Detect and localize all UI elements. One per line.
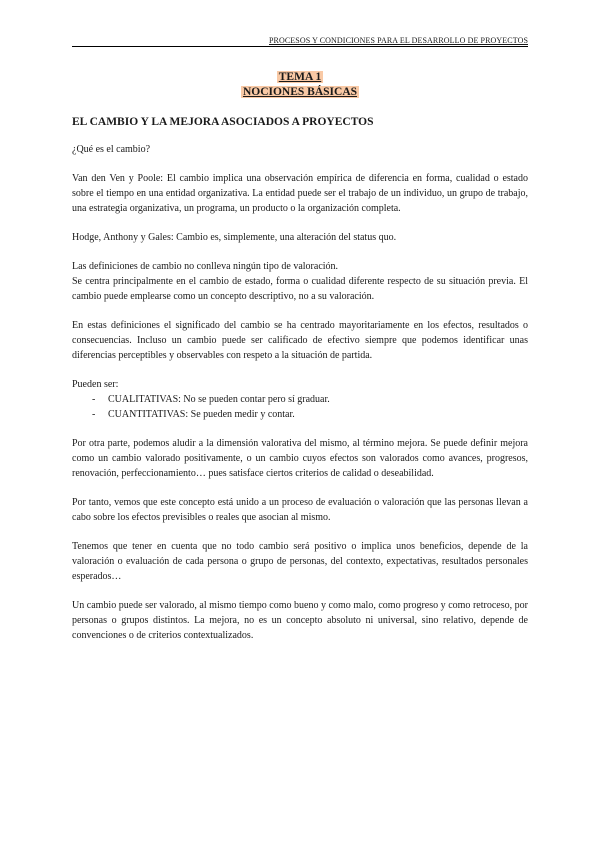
chapter-title — [72, 70, 528, 100]
document-body — [72, 70, 528, 643]
paragraph-improvement: Por otra parte, podemos aludir a la dimensión valorativa del mismo, al término mejora. Se puede definir mejora como un cambio valorado positivamente, o un cambio cuyos efectos son valorados como avances, progresos, renovación, perfeccionamiento… pues satisface ciertos criterios de calidad o deseabilidad. — [72, 438, 528, 479]
list-item: - CUANTITATIVAS: Se pueden medir y contar. — [92, 409, 295, 420]
list-item: - CUALITATIVAS: No se pueden contar pero sí graduar. — [92, 394, 330, 405]
paragraph-effects: En estas definiciones el significado del cambio se ha centrado mayoritariamente en los efectos, resultados o consecuencias. Incluso un cambio puede ser calificado de efectivo siempre que podemos identificar unas diferencias perceptibles y observables con respeto a la situación de partida. — [72, 320, 528, 361]
running-header: PROCESOS Y CONDICIONES PARA EL DESARROLLO DE PROYECTOS — [72, 36, 528, 47]
paragraph-definition-hodge: Hodge, Anthony y Gales: Cambio es, simplemente, una alteración del status quo. — [72, 232, 397, 243]
list-intro: Pueden ser: — [72, 379, 119, 390]
section-heading: EL CAMBIO Y LA MEJORA ASOCIADOS A PROYECTOS — [72, 116, 374, 128]
types-list — [72, 392, 528, 422]
paragraph-valuation-note: Las definiciones de cambio no conlleva ningún tipo de valoración. — [72, 261, 339, 272]
paragraph-evaluation: Por tanto, vemos que este concepto está unido a un proceso de evaluación o valoración que las personas llevan a cabo sobre los efectos previsibles o reales que asocian al mismo. — [72, 497, 528, 523]
paragraph-relative-improvement: Un cambio puede ser valorado, al mismo tiempo como bueno y como malo, como progreso y como retroceso, por personas o grupos distintos. La mejora, no es un concepto absoluto ni universal, sino relativo, depende de convenciones o de criterios contextualizados. — [72, 600, 528, 641]
chapter-number: TEMA 1 — [278, 71, 322, 83]
paragraph-not-always-positive: Tenemos que tener en cuenta que no todo cambio será positivo o implica unos beneficios, depende de la valoración o evaluación de cada persona o grupo de personas, del contexto, expectativas, resultados personales esperados… — [72, 541, 528, 582]
paragraph-definition-van-den-ven: Van den Ven y Poole: El cambio implica una observación empírica de diferencia en forma, cualidad o estado sobre el tiempo en una entidad organizativa. La entidad puede ser el trabajo de un individuo, un grupo de trabajo, una estrategia organizativa, un programa, un producto o la organización completa. — [72, 173, 528, 214]
question-paragraph: ¿Qué es el cambio? — [72, 144, 151, 155]
chapter-name: NOCIONES BÁSICAS — [242, 86, 358, 98]
paragraph-state-change: Se centra principalmente en el cambio de estado, forma o cualidad diferente respecto de su situación previa. El cambio puede emplearse como un concepto descriptivo, no a su valoración. — [72, 276, 528, 302]
